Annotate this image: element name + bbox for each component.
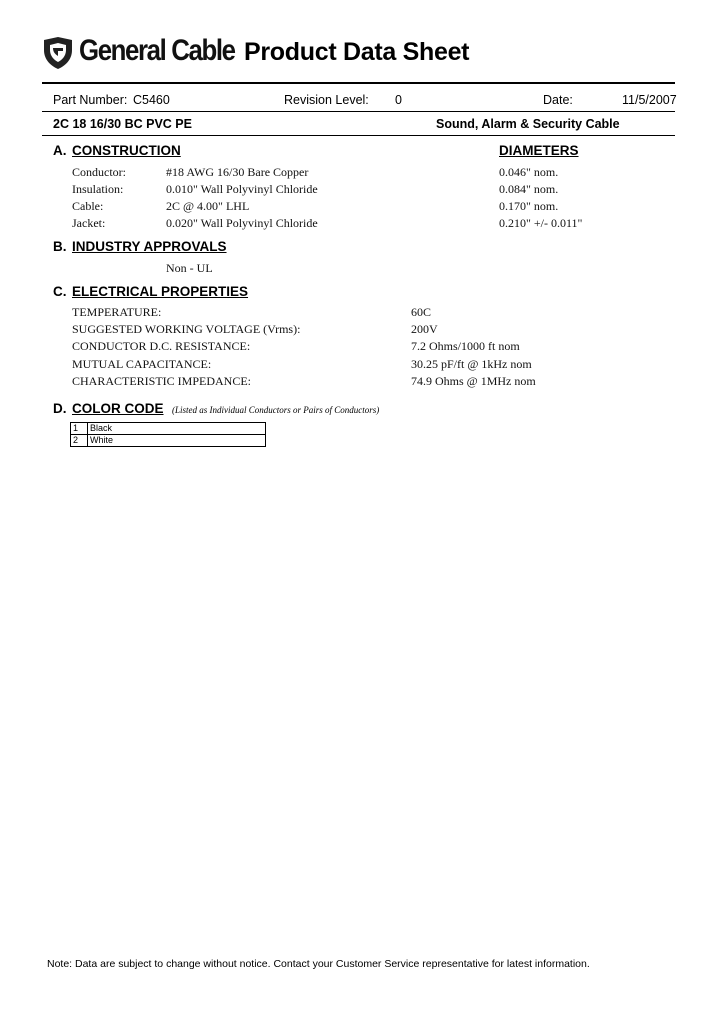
- construction-label: Insulation:: [72, 182, 124, 196]
- electrical-value: 74.9 Ohms @ 1MHz nom: [411, 374, 536, 388]
- header-rule: [42, 82, 675, 84]
- conductor-number: 2: [71, 435, 88, 447]
- construction-label: Cable:: [72, 199, 104, 213]
- diameter-value: 0.084" nom.: [499, 182, 559, 196]
- electrical-label: CHARACTERISTIC IMPEDANCE:: [72, 374, 252, 388]
- date-value: 11/5/2007: [622, 93, 677, 107]
- construction-value: 2C @ 4.00" LHL: [166, 199, 250, 213]
- construction-value: 0.020" Wall Polyvinyl Chloride: [166, 216, 318, 230]
- diameter-value: 0.210" +/- 0.011": [499, 216, 583, 230]
- industry-approvals-title: INDUSTRY APPROVALS: [72, 239, 227, 254]
- revision-value: 0: [395, 93, 402, 107]
- construction-label: Conductor:: [72, 165, 126, 179]
- brand-logo: [42, 34, 235, 72]
- construction-label: Jacket:: [72, 216, 106, 230]
- section-c-letter: C.: [53, 284, 67, 299]
- date-label: Date:: [543, 93, 573, 107]
- electrical-value: 200V: [411, 322, 438, 336]
- cable-description: 2C 18 16/30 BC PVC PE: [53, 117, 192, 131]
- electrical-label: SUGGESTED WORKING VOLTAGE (Vrms):: [72, 322, 301, 336]
- diameters-title: DIAMETERS: [499, 143, 579, 158]
- color-code-note: (Listed as Individual Conductors or Pairs of Conductors): [172, 405, 380, 415]
- diameter-value: 0.046" nom.: [499, 165, 559, 179]
- electrical-value: 60C: [411, 305, 432, 319]
- electrical-properties-title: ELECTRICAL PROPERTIES: [72, 284, 249, 299]
- conductor-number: 1: [71, 423, 88, 435]
- footer-note: Note: Data are subject to change without notice. Contact your Customer Service representative for latest information.: [47, 958, 590, 970]
- subheader-rule: [42, 135, 675, 136]
- part-number-label: Part Number:: [53, 93, 128, 107]
- approval-value: Non - UL: [166, 261, 213, 275]
- electrical-value: 7.2 Ohms/1000 ft nom: [411, 339, 520, 353]
- construction-value: 0.010" Wall Polyvinyl Chloride: [166, 182, 318, 196]
- color-code-title: COLOR CODE: [72, 401, 164, 416]
- section-a-letter: A.: [53, 143, 67, 158]
- diameter-value: 0.170" nom.: [499, 199, 559, 213]
- conductor-color: White: [88, 435, 266, 447]
- electrical-value: 30.25 pF/ft @ 1kHz nom: [411, 357, 532, 371]
- electrical-label: TEMPERATURE:: [72, 305, 162, 319]
- page-title: Product Data Sheet: [244, 38, 470, 66]
- construction-title: CONSTRUCTION: [72, 143, 181, 158]
- revision-label: Revision Level:: [284, 93, 369, 107]
- cable-category: Sound, Alarm & Security Cable: [436, 117, 620, 131]
- section-b-letter: B.: [53, 239, 67, 254]
- table-row: [71, 435, 266, 447]
- table-row: [71, 423, 266, 435]
- electrical-label: MUTUAL CAPACITANCE:: [72, 357, 212, 371]
- section-d-letter: D.: [53, 401, 67, 416]
- construction-value: #18 AWG 16/30 Bare Copper: [166, 165, 309, 179]
- meta-rule: [42, 111, 675, 112]
- conductor-color: Black: [88, 423, 266, 435]
- color-code-table: [70, 422, 266, 447]
- general-cable-shield-icon: [42, 36, 74, 70]
- part-number-value: C5460: [133, 93, 170, 107]
- electrical-label: CONDUCTOR D.C. RESISTANCE:: [72, 339, 251, 353]
- brand-name: General Cable: [79, 34, 235, 67]
